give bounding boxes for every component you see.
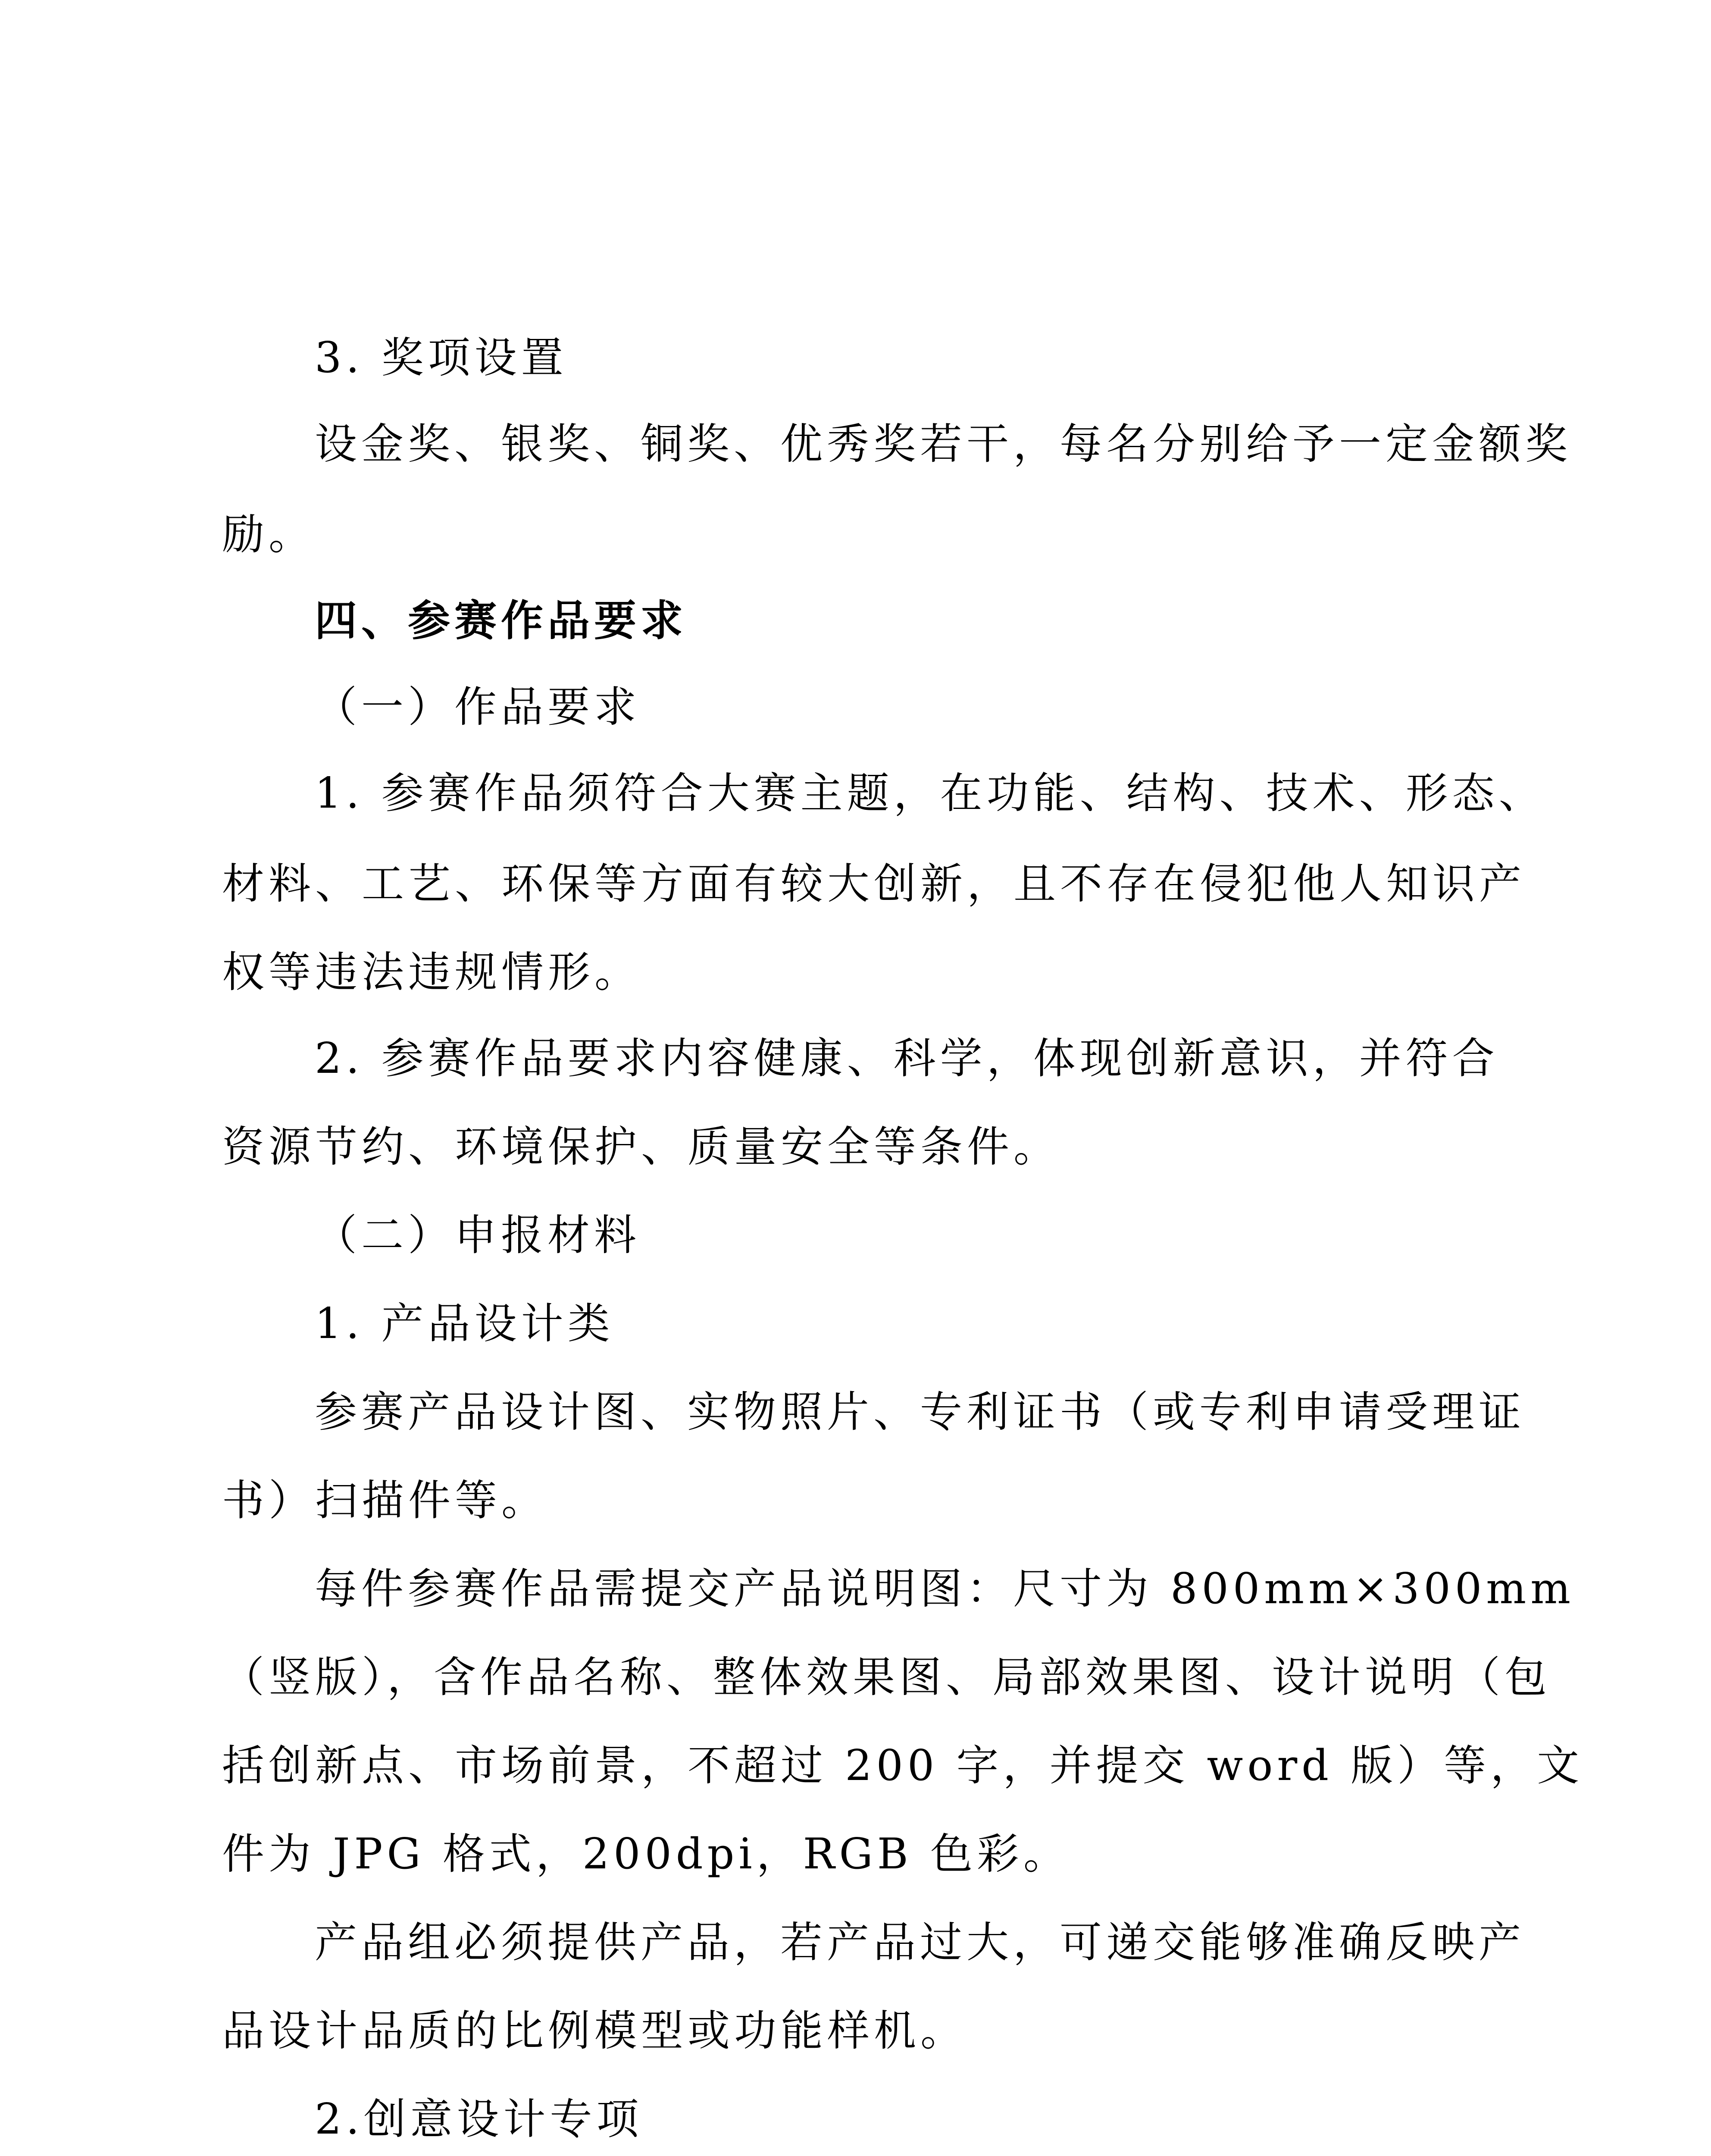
category-creative-design: 2.创意设计专项 bbox=[315, 2095, 643, 2144]
spec-line-4: 件为 JPG 格式，200dpi，RGB 色彩。 bbox=[222, 1830, 1070, 1879]
materials-line-2: 书）扫描件等。 bbox=[222, 1476, 548, 1525]
spec-line-3: 括创新点、市场前景，不超过 200 字，并提交 word 版）等，文 bbox=[222, 1741, 1584, 1790]
item-awards-setup: 3. 奖项设置 bbox=[315, 333, 568, 382]
subsection-heading-1: （一）作品要求 bbox=[315, 683, 641, 732]
spec-line-2: （竖版），含作品名称、整体效果图、局部效果图、设计说明（包 bbox=[222, 1653, 1551, 1702]
requirement-1-line-3: 权等违法违规情形。 bbox=[222, 948, 641, 997]
product-line-1: 产品组必须提供产品，若产品过大，可递交能够准确反映产 bbox=[315, 1918, 1526, 1967]
paragraph-awards-line-2: 励。 bbox=[222, 510, 316, 559]
requirement-1-line-2: 材料、工艺、环保等方面有较大创新，且不存在侵犯他人知识产 bbox=[222, 859, 1526, 909]
paragraph-awards-line-1: 设金奖、银奖、铜奖、优秀奖若干，每名分别给予一定金额奖 bbox=[315, 420, 1572, 469]
requirement-2-line-2: 资源节约、环境保护、质量安全等条件。 bbox=[222, 1122, 1060, 1172]
product-line-2: 品设计品质的比例模型或功能样机。 bbox=[222, 2006, 967, 2056]
requirement-2-line-1: 2. 参赛作品要求内容健康、科学，体现创新意识，并符合 bbox=[315, 1034, 1499, 1083]
spec-line-1: 每件参赛作品需提交产品说明图：尺寸为 800mm×300mm bbox=[315, 1564, 1575, 1614]
subsection-heading-2: （二）申报材料 bbox=[315, 1211, 641, 1260]
requirement-1-line-1: 1. 参赛作品须符合大赛主题，在功能、结构、技术、形态、 bbox=[315, 769, 1545, 818]
section-heading-4: 四、参赛作品要求 bbox=[315, 596, 688, 646]
category-product-design: 1. 产品设计类 bbox=[315, 1299, 614, 1348]
materials-line-1: 参赛产品设计图、实物照片、专利证书（或专利申请受理证 bbox=[315, 1388, 1526, 1437]
